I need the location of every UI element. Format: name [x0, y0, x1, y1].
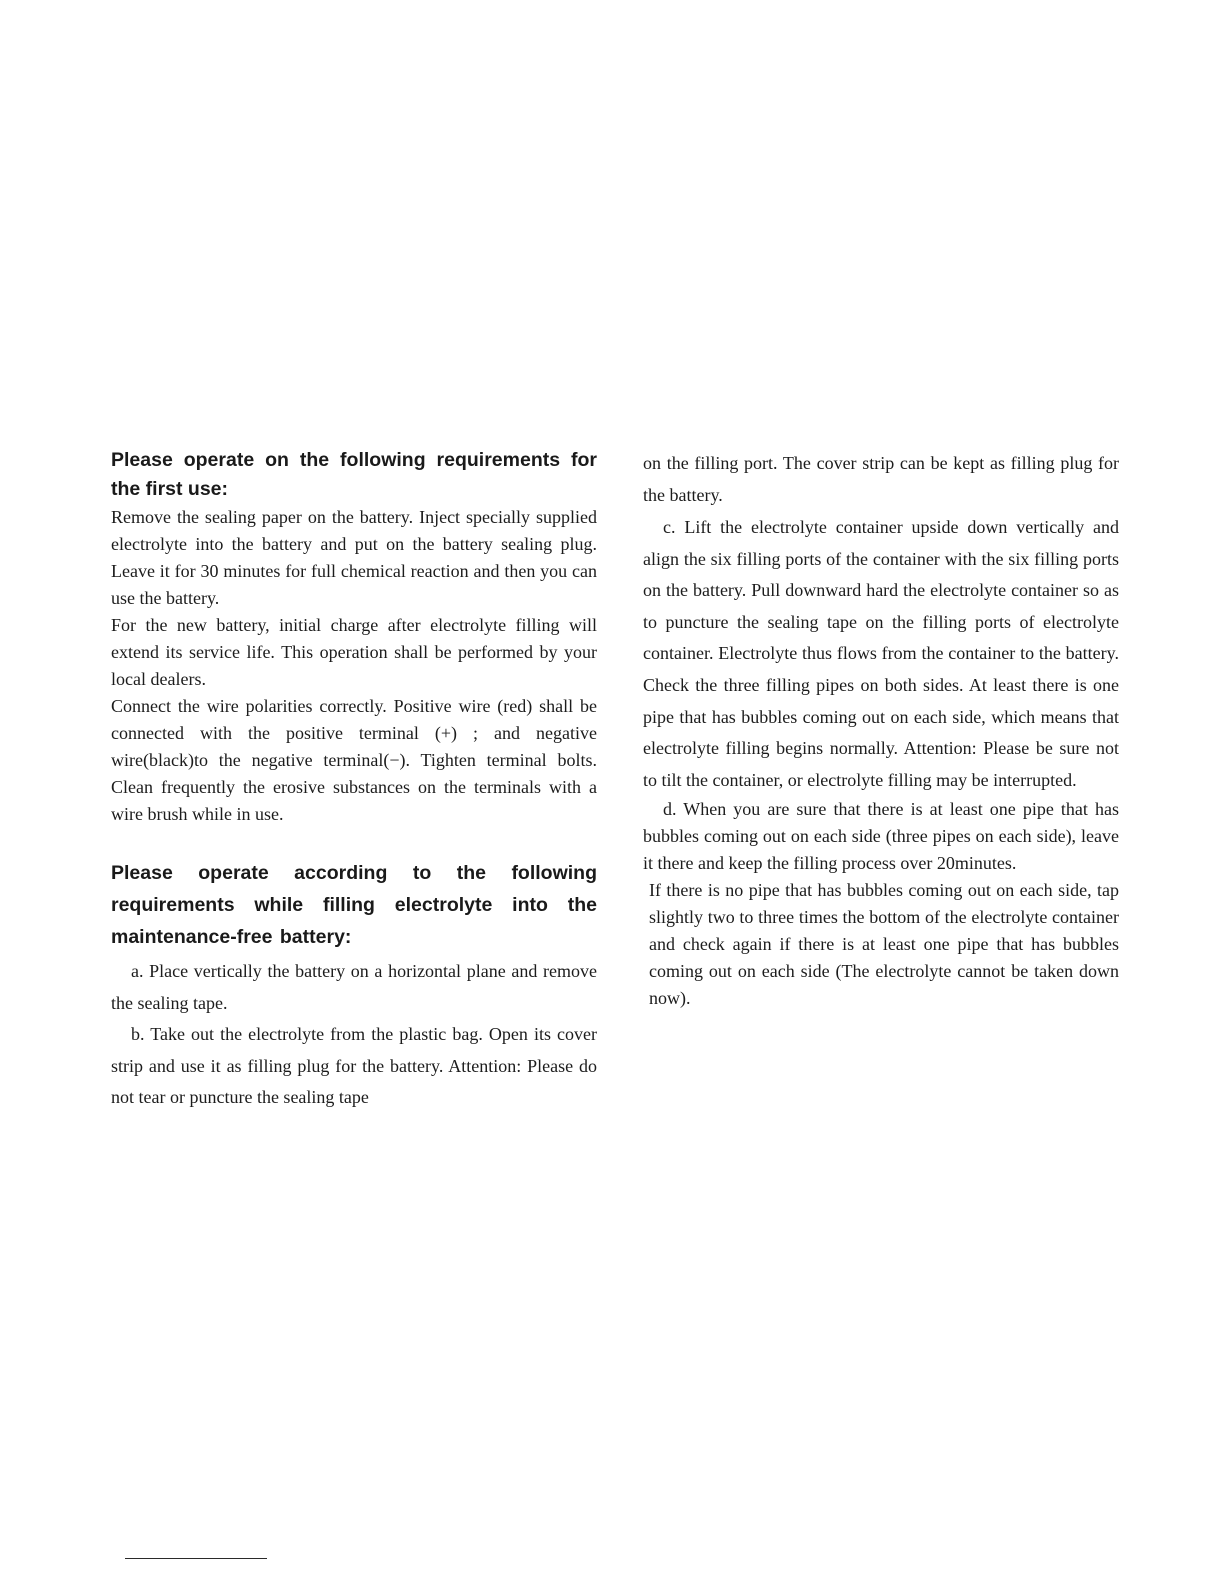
- initial-charge-paragraph: For the new battery, initial charge after electrolyte filling will extend its service life. This operation shall be performed by your local dealers.: [111, 615, 597, 689]
- step-d: d. When you are sure that there is at least one pipe that has bubbles coming out on each side (three pipes on each side), leave it there and keep the filling process over 20minutes.: [643, 799, 1119, 874]
- step-a: a. Place vertically the battery on a horizontal plane and remove the sealing tape.: [111, 961, 597, 1013]
- right-column: [643, 446, 1119, 1012]
- filling-electrolyte-heading: Please operate according to the following requirements while filling electrolyte into the maintenance-free battery:: [111, 862, 597, 948]
- step-b-continued: on the filling port. The cover strip can be kept as filling plug for the battery.: [643, 453, 1119, 505]
- first-use-heading: Please operate on the following requirements for the first use:: [111, 449, 597, 500]
- step-c: c. Lift the electrolyte container upside down vertically and align the six filling ports of the container with the six filling ports on the battery. Pull downward hard the electrolyte container so as to puncture the sealing tape on the filling ports of electrolyte container. Electrolyte thus flows from the container to the battery. Check the three filling pipes on both sides. At least there is one pipe that has bubbles coming out on each side, which means that electrolyte filling begins normally. Attention: Please be sure not to tilt the container, or electrolyte filling may be interrupted.: [643, 517, 1119, 790]
- footnote-rule: [125, 1558, 267, 1559]
- step-b: b. Take out the electrolyte from the plastic bag. Open its cover strip and use it as filling plug for the battery. Attention: Please do not tear or puncture the sealing tape: [111, 1024, 597, 1107]
- no-bubbles-paragraph: If there is no pipe that has bubbles coming out on each side, tap slightly two to three times the bottom of the electrolyte container and check again if there is at least one pipe that has bubbles coming out on each side (The electrolyte cannot be taken down now).: [649, 880, 1119, 1009]
- left-column: [111, 446, 597, 1114]
- sealing-paper-paragraph: Remove the sealing paper on the battery. Inject specially supplied electrolyte into the battery and put on the battery sealing plug. Leave it for 30 minutes for full chemical reaction and then you can use the battery.: [111, 507, 597, 608]
- section-spacer: [111, 828, 597, 857]
- wire-polarity-paragraph: Connect the wire polarities correctly. Positive wire (red) shall be connected with the positive terminal (+) ; and negative wire(black)to the negative terminal(−). Tighten terminal bolts. Clean frequently the erosive substances on the terminals with a wire brush while in use.: [111, 696, 597, 824]
